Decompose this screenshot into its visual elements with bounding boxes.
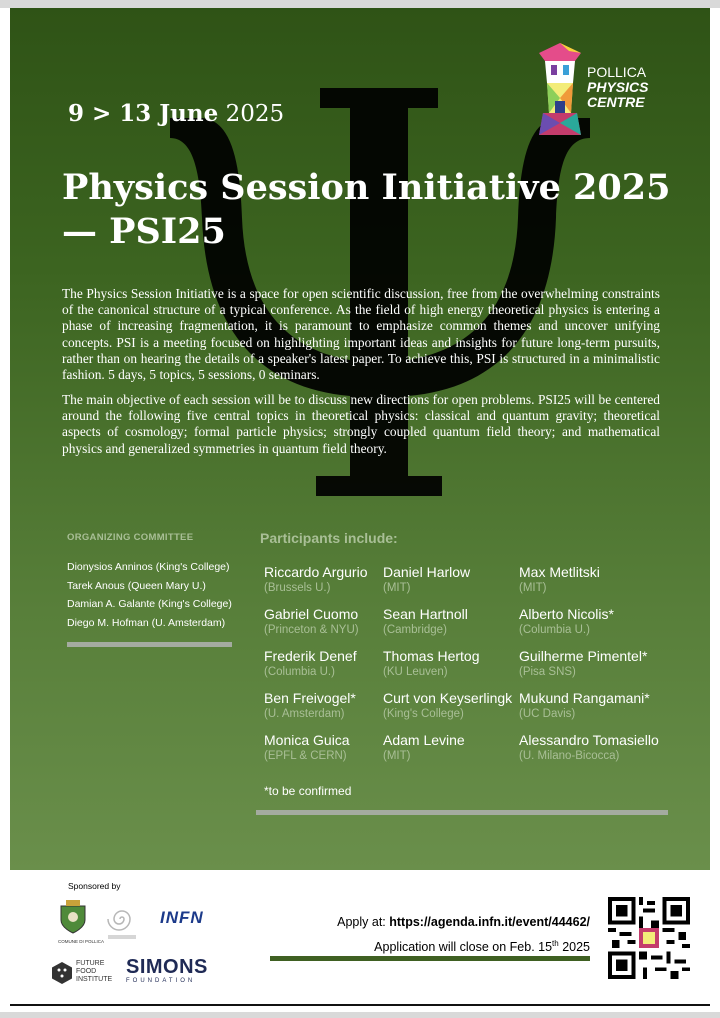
logo-wordmark: POLLICA PHYSICS CENTRE	[587, 64, 649, 110]
participant: Thomas Hertog (KU Leuven)	[383, 648, 480, 678]
spiral-icon	[104, 897, 140, 943]
participant: Alberto Nicolis* (Columbia U.)	[519, 606, 614, 636]
apply-link[interactable]: https://agenda.infn.it/event/44462/	[389, 915, 590, 929]
participant: Curt von Keyserlingk (King's College)	[383, 690, 513, 720]
comune-di-pollica-logo: COMUNE DI POLLICA	[58, 900, 92, 946]
participant: Max Metlitski (MIT)	[519, 564, 600, 594]
objective-paragraph: The main objective of each session will be to discuss new directions for open problems. PSI25 will be centered around the following five central topics in theoretical physics: classical and quantum gravity; theoretical aspects of cosmology; formal particle physics; strongly coupled quantum field theory; and mathematical physics and generalized symmetries in quantum field theory.	[62, 392, 660, 456]
footer-bottom-rule	[10, 1004, 710, 1006]
apply-divider	[270, 956, 590, 961]
tower-logo-icon	[535, 43, 585, 135]
committee-member: Tarek Anous (Queen Mary U.)	[67, 579, 206, 592]
coat-of-arms-icon	[58, 900, 88, 934]
participant: Mukund Rangamani* (UC Davis)	[519, 690, 650, 720]
participant: Adam Levine (MIT)	[383, 732, 465, 762]
participant: Guilherme Pimentel* (Pisa SNS)	[519, 648, 648, 678]
intro-paragraph: The Physics Session Initiative is a space for open scientific discussion, free from the overwhelming constraints of the canonical structure of a typical conference. As the field of high energy theoretical physics is entering a phase of increasing fragmentation, it is paramount to emphasize common themes and uncover unifying concepts. PSI is a meeting focused on highlighting important ideas and insights for future long-term pursuits, rather than on hearing the details of a speaker's latest paper. To achieve this, PSI is structured in a minimalistic fashion. 5 days, 5 topics, 5 sessions, 0 seminars.	[62, 286, 660, 383]
committee-list	[67, 558, 232, 632]
future-food-institute-logo: FUTURE FOOD INSTITUTE	[52, 960, 122, 986]
participant: Gabriel Cuomo (Princeton & NYU)	[264, 606, 359, 636]
participant: Monica Guica (EPFL & CERN)	[264, 732, 350, 762]
committee-divider	[67, 642, 232, 647]
spiral-sponsor-logo	[104, 897, 140, 943]
deadline-text: Application will close on Feb. 15th 2025	[374, 939, 590, 955]
participants-heading: Participants include:	[260, 530, 398, 546]
committee-member: Diego M. Hofman (U. Amsterdam)	[67, 616, 226, 629]
event-dates: 9 > 13 June 2025	[68, 100, 285, 127]
poster-header-panel	[10, 8, 710, 870]
infn-logo: INFN	[160, 908, 204, 927]
pollica-physics-centre-logo	[535, 43, 705, 138]
simons-foundation-logo: SIMONS FOUNDATION	[126, 956, 208, 984]
participant: Alessandro Tomasiello (U. Milano-Bicocca)	[519, 732, 659, 762]
committee-member: Damian A. Galante (King's College)	[67, 598, 232, 610]
participant: Sean Hartnoll (Cambridge)	[383, 606, 468, 636]
application-info: Apply at: https://agenda.infn.it/event/44462/ Application will close on Feb. 15th 2025	[337, 912, 590, 958]
sponsored-by-label: Sponsored by	[68, 881, 121, 891]
qr-code-icon[interactable]	[608, 897, 690, 979]
hexagon-icon	[52, 962, 72, 984]
committee-member: Dionysios Anninos (King's College)	[67, 561, 230, 573]
participant: Riccardo Argurio (Brussels U.)	[264, 564, 368, 594]
committee-heading: ORGANIZING COMMITTEE	[67, 532, 194, 543]
participants-divider	[256, 810, 668, 815]
participant: Daniel Harlow (MIT)	[383, 564, 471, 594]
participant: Ben Freivogel* (U. Amsterdam)	[264, 690, 356, 720]
page-title: Physics Session Initiative 2025 — PSI25	[62, 167, 671, 252]
participant: Frederik Denef (Columbia U.)	[264, 648, 357, 678]
to-be-confirmed-note: *to be confirmed	[264, 784, 352, 798]
